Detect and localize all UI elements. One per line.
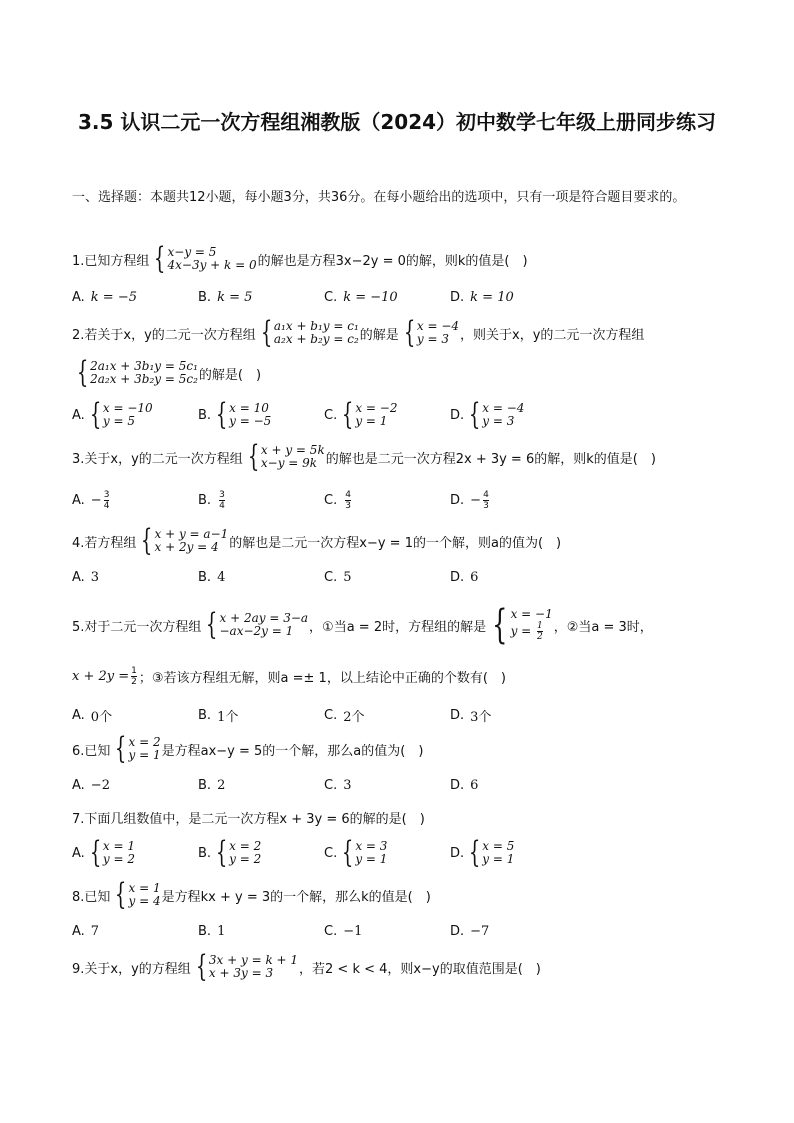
equation-line: x + 2ay = 3−a — [219, 611, 309, 625]
question-5 — [72, 602, 732, 648]
question-stem-tail: ；③若该方程组无解，则a =± 1，以上结论中正确的个数有( ) — [138, 671, 506, 686]
option-a[interactable]: A. 7 — [72, 924, 100, 939]
option-b[interactable]: B. 4 — [198, 570, 226, 585]
option-d[interactable]: D. { x = −4 y = 3 — [450, 397, 525, 432]
question-stem-tail: 的解也是二元一次方程x−y = 1的一个解，则a的值为( ) — [229, 535, 562, 551]
equation-system — [111, 877, 161, 912]
question-stem-tail: 的解也是二元一次方程2x + 3y = 6的解，则k的值是( ) — [325, 451, 656, 467]
options-row — [72, 490, 732, 511]
option-a[interactable]: A. 0个 — [72, 708, 113, 725]
page-title: 3.5 认识二元一次方程组湘教版（2024）初中数学七年级上册同步练习 — [77, 110, 717, 134]
brace-icon: { — [247, 439, 260, 474]
equation-line: y = $\frac{1}{2}$ — [510, 621, 543, 642]
question-stem: 3.关于x，y的二元一次方程组 — [72, 451, 243, 467]
option-d[interactable]: D. 6 — [450, 570, 479, 585]
equation-system — [257, 315, 359, 350]
brace-icon: { — [195, 949, 208, 984]
option-c[interactable]: C. $\frac{4}{3}$ — [324, 490, 351, 511]
equation-line: x = −1 — [510, 607, 553, 621]
question-stem-tail: 是方程ax−y = 5的一个解，那么a的值为( ) — [161, 743, 424, 759]
options-row — [72, 397, 732, 432]
equation-line: 2a₁x + 3b₁y = 5c₁ — [90, 359, 198, 373]
option-b[interactable]: B. { x = 10 y = −5 — [198, 397, 272, 432]
options-row — [72, 924, 732, 939]
question-stem-tail: ，则关于x，y的二元一次方程组 — [460, 327, 645, 343]
equation-line: x−y = 5 — [167, 245, 217, 259]
equation-line: 4x−3y + k = 0 — [167, 258, 257, 272]
option-c[interactable]: C. 3 — [324, 778, 352, 793]
question-stem-tail: ，②当a = 3时， — [553, 619, 653, 635]
brace-icon: { — [403, 315, 416, 350]
options-row — [72, 778, 732, 793]
options-row — [72, 570, 732, 585]
option-b[interactable]: B. k = 5 — [198, 290, 253, 305]
option-c[interactable]: C. { x = −2 y = 1 — [324, 397, 398, 432]
question-stem-mid: ，①当a = 2时，方程组的解是 — [309, 619, 487, 635]
option-b[interactable]: B. 1 — [198, 924, 226, 939]
equation-line: 2a₂x + 3b₂y = 5c₂ — [90, 372, 198, 386]
equation-line: y = 3 — [416, 332, 450, 346]
brace-icon: { — [141, 523, 153, 558]
question-9 — [72, 949, 732, 984]
option-a[interactable]: A. 3 — [72, 570, 100, 585]
question-stem-tail: ，若2 < k < 4，则x−y的取值范围是( ) — [299, 961, 541, 977]
brace-icon: { — [206, 607, 218, 642]
equation-line: x = −4 — [416, 319, 460, 333]
equation-line: −ax−2y = 1 — [219, 624, 294, 638]
brace-icon: { — [154, 241, 166, 276]
equation-line: x + 2y = 4 — [154, 540, 219, 554]
question-2-line2 — [72, 355, 732, 390]
section-heading: 一、选择题：本题共12小题，每小题3分，共36分。在每小题给出的选项中，只有一项是符合题目要求的。 — [72, 190, 686, 205]
equation-system — [137, 523, 229, 558]
equation-line: x−y = 9k — [260, 456, 318, 470]
option-d[interactable]: D. − $\frac{4}{3}$ — [450, 490, 489, 511]
equation-line: 3x + y = k + 1 — [208, 953, 299, 967]
question-1 — [72, 241, 732, 276]
option-c[interactable]: C. k = −10 — [324, 290, 398, 305]
equation-line: x + y = 5k — [260, 443, 325, 457]
equation-system — [192, 949, 299, 984]
option-b[interactable]: B. $\frac{3}{4}$ — [198, 490, 225, 511]
question-stem: 9.关于x，y的方程组 — [72, 961, 191, 977]
fraction: $\frac{1}{2}$ — [131, 666, 137, 687]
question-8 — [72, 877, 732, 912]
equation-system — [244, 439, 325, 474]
equation-line: y = 4 — [128, 894, 161, 908]
brace-icon: { — [76, 355, 89, 390]
question-stem: 2.若关于x，y的二元一次方程组 — [72, 327, 256, 343]
question-7 — [72, 808, 732, 827]
option-c[interactable]: C. 2个 — [324, 708, 365, 725]
brace-icon: { — [115, 731, 127, 766]
option-d[interactable]: D. k = 10 — [450, 290, 514, 305]
brace-icon: { — [115, 877, 127, 912]
option-a[interactable]: A. −2 — [72, 778, 110, 793]
option-a[interactable]: A. − $\frac{3}{4}$ — [72, 490, 110, 511]
question-stem: 5.对于二元一次方程组 — [72, 619, 202, 635]
equation-line: x + 3y = 3 — [208, 966, 274, 980]
option-a[interactable]: A. { x = 1 y = 2 — [72, 835, 135, 870]
equation-line: x = 1 — [128, 881, 161, 895]
question-6 — [72, 731, 732, 766]
question-stem: 7.下面几组数值中，是二元一次方程x + 3y = 6的解的是( ) — [72, 812, 425, 827]
question-2 — [72, 315, 732, 350]
option-b[interactable]: B. 2 — [198, 778, 226, 793]
brace-icon: { — [492, 602, 508, 648]
equation-text: x + 2y = — [72, 669, 130, 684]
question-stem-tail: 的解是( ) — [198, 367, 262, 383]
equation-line: a₂x + b₂y = c₂ — [273, 332, 359, 346]
option-d[interactable]: D. 6 — [450, 778, 479, 793]
option-d[interactable]: D. −7 — [450, 924, 490, 939]
option-a[interactable]: A. k = −5 — [72, 290, 137, 305]
option-b[interactable]: B. { x = 2 y = 2 — [198, 835, 262, 870]
option-c[interactable]: C. 5 — [324, 570, 352, 585]
solution-system — [487, 602, 553, 648]
equation-line: a₁x + b₁y = c₁ — [273, 319, 359, 333]
option-c[interactable]: C. −1 — [324, 924, 363, 939]
options-row — [72, 290, 732, 305]
equation-system — [150, 241, 257, 276]
question-stem-mid: 的解是 — [359, 327, 399, 343]
options-row — [72, 706, 732, 725]
question-4 — [72, 523, 732, 558]
option-c[interactable]: C. { x = 3 y = 1 — [324, 835, 388, 870]
question-stem: 1.已知方程组 — [72, 253, 150, 269]
question-stem: 8.已知 — [72, 889, 111, 905]
equation-system — [111, 731, 161, 766]
options-row — [72, 835, 732, 870]
question-3 — [72, 439, 732, 474]
equation-system — [202, 607, 309, 642]
solution-system — [400, 315, 460, 350]
equation-line: y = 1 — [128, 748, 161, 762]
question-stem: 6.已知 — [72, 743, 111, 759]
option-b[interactable]: B. 1个 — [198, 708, 239, 725]
equation-line: x + y = a−1 — [154, 527, 229, 541]
option-d[interactable]: D. 3个 — [450, 708, 492, 725]
question-stem-tail: 是方程kx + y = 3的一个解，那么k的值是( ) — [161, 889, 431, 905]
question-stem-tail: 的解也是方程3x−2y = 0的解，则k的值是( ) — [257, 253, 528, 269]
question-stem: 4.若方程组 — [72, 535, 137, 551]
brace-icon: { — [260, 315, 273, 350]
equation-line: x = 2 — [128, 735, 161, 749]
equation-system — [73, 355, 198, 390]
question-5-line2 — [72, 666, 732, 687]
option-a[interactable]: A. { x = −10 y = 5 — [72, 397, 153, 432]
option-d[interactable]: D. { x = 5 y = 1 — [450, 835, 515, 870]
